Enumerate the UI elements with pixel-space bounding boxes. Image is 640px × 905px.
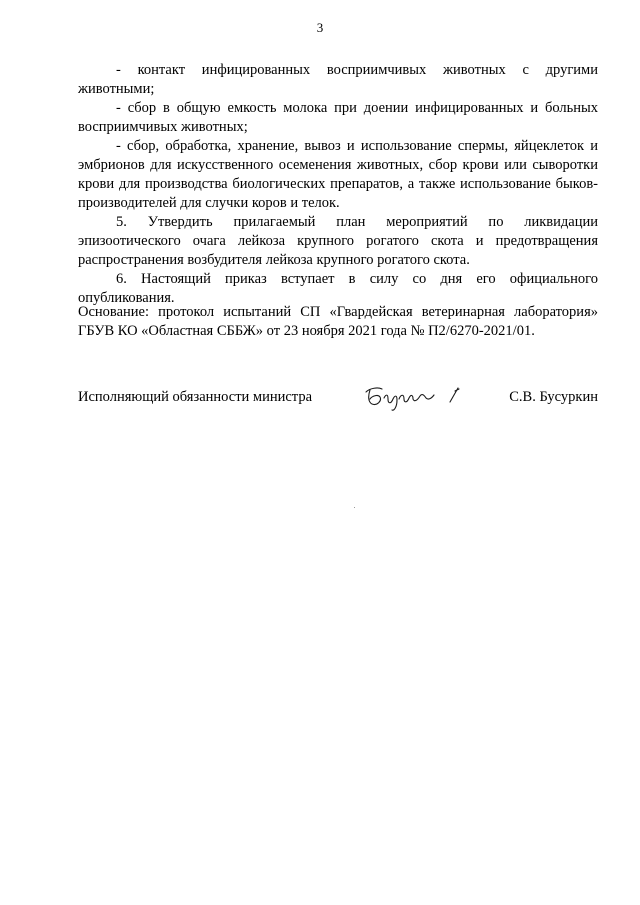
signer-title: Исполняющий обязанности министра [78, 389, 313, 405]
paragraph-sperm: - сбор, обработка, хранение, вывоз и использование спермы, яйцеклеток и эмбрионов для искусственного осеменения животных, сбор крови или сыворотки крови для производства биологических препаратов, а также использование быков-производителей для случки коров и телок. [78, 138, 598, 211]
document-body [78, 61, 598, 308]
page-number: 3 [316, 20, 324, 35]
scan-speck [354, 507, 355, 508]
signer-name: С.В. Бусуркин [509, 389, 598, 405]
paragraph-contact: - контакт инфицированных восприимчивых животных с другими животными; [78, 62, 598, 97]
paragraph-item-6: 6. Настоящий приказ вступает в силу со дня его официального опубликования. [78, 271, 598, 306]
basis-paragraph: Основание: протокол испытаний СП «Гвардейская ветеринарная лаборатория» ГБУВ КО «Областная СББЖ» от 23 ноября 2021 года № П2/6270-2021/01. [78, 304, 598, 339]
paragraph-milk: - сбор в общую емкость молока при доении инфицированных и больных восприимчивых животных; [78, 100, 598, 135]
paragraph-item-5: 5. Утвердить прилагаемый план мероприятий по ликвидации эпизоотического очага лейкоза крупного рогатого скота и предотвращения распространения возбудителя лейкоза крупного рогатого скота. [78, 214, 598, 268]
signature-block [78, 384, 598, 414]
handwritten-signature [360, 380, 470, 414]
